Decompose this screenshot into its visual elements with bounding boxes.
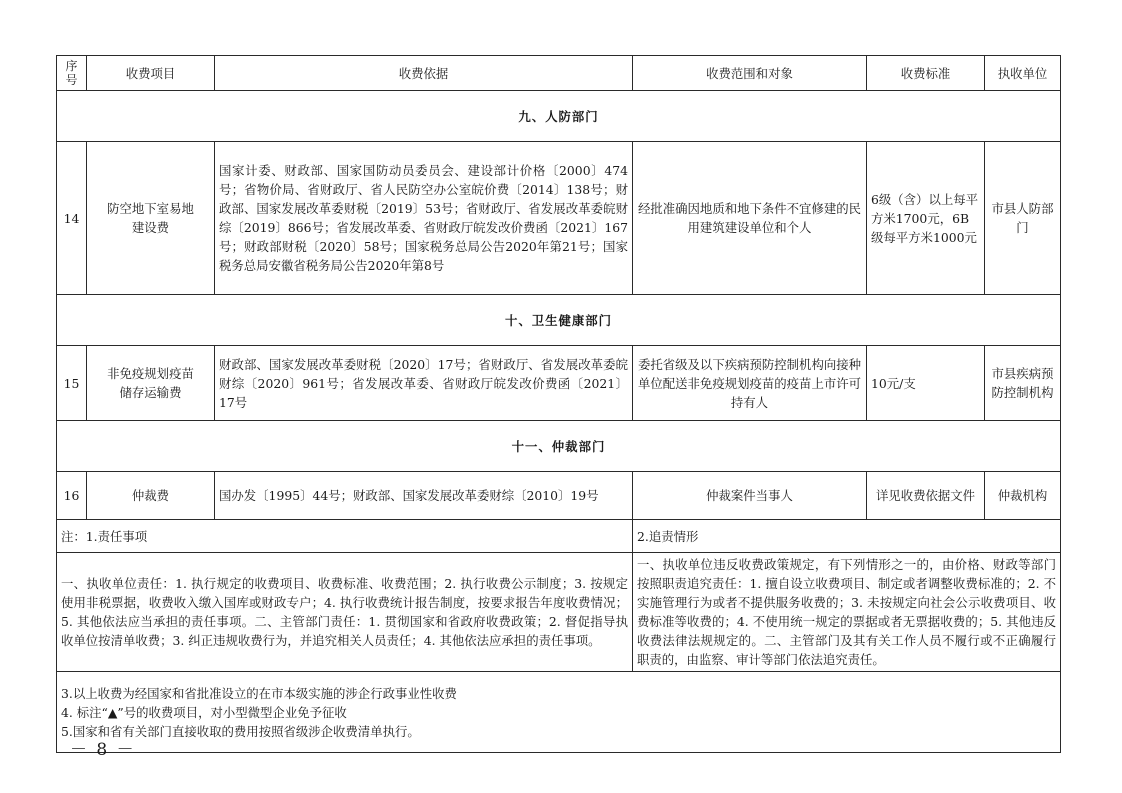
fee-scope: 仲裁案件当事人 <box>633 472 867 520</box>
fee-scope: 委托省级及以下疾病预防控制机构向接种单位配送非免疫规划疫苗的疫苗上市许可持有人 <box>633 346 867 421</box>
table-row <box>57 346 1061 421</box>
fee-scope: 经批准确因地质和地下条件不宜修建的民用建筑建设单位和个人 <box>633 142 867 295</box>
header-standard: 收费标准 <box>867 56 985 91</box>
fee-unit: 市县疾病预防控制机构 <box>985 346 1061 421</box>
row-number: 15 <box>57 346 87 421</box>
header-seq: 序号 <box>57 56 87 91</box>
header-unit: 执收单位 <box>985 56 1061 91</box>
notes-tail <box>57 672 1061 753</box>
notes-header-row <box>57 520 1061 553</box>
header-basis: 收费依据 <box>215 56 633 91</box>
section-title-row <box>57 91 1061 142</box>
section-title: 九、人防部门 <box>57 91 1061 142</box>
notes-tail-row <box>57 672 1061 753</box>
page-number: － 8 － <box>70 740 136 760</box>
fee-unit: 仲裁机构 <box>985 472 1061 520</box>
fee-basis: 国办发〔1995〕44号；财政部、国家发展改革委财综〔2010〕19号 <box>215 472 633 520</box>
fee-standard: 10元/支 <box>867 346 985 421</box>
header-scope: 收费范围和对象 <box>633 56 867 91</box>
fee-basis: 财政部、国家发展改革委财税〔2020〕17号；省财政厅、省发展改革委皖财综〔2020〕961号；省发展改革委、省财政厅皖发改价费函〔2021〕17号 <box>215 346 633 421</box>
fee-unit: 市县人防部门 <box>985 142 1061 295</box>
row-number: 14 <box>57 142 87 295</box>
header-item: 收费项目 <box>87 56 215 91</box>
notes-label-accountability: 2.追责情形 <box>633 520 1061 553</box>
accountability-text: 一、执收单位违反收费政策规定，有下列情形之一的，由价格、财政等部门按照职责追究责任：1. 擅自设立收费项目、制定或者调整收费标准的；2. 不实施管理行为或者不提供服务收费的；3. 未按规定向社会公示收费项目、收费标准等收费的；4. 不使用统一规定的票据或者无票据收费的；5. 其他违反收费法律法规规定的。二、主管部门及其有关工作人员不履行或不正确履行职责的，由监察、审计等部门依法追究责任。 <box>633 553 1061 672</box>
fee-item: 仲裁费 <box>87 472 215 520</box>
table-row <box>57 142 1061 295</box>
fee-item: 防空地下室易地建设费 <box>87 142 215 295</box>
notes-body-row <box>57 553 1061 672</box>
note-line: 5.国家和省有关部门直接收取的费用按照省级涉企收费清单执行。 <box>61 723 420 739</box>
fee-table <box>56 55 1061 753</box>
table-row <box>57 472 1061 520</box>
notes-label-responsibility: 注：1.责任事项 <box>57 520 633 553</box>
section-title-row <box>57 295 1061 346</box>
fee-standard: 详见收费依据文件 <box>867 472 985 520</box>
section-title: 十、卫生健康部门 <box>57 295 1061 346</box>
note-line: 4. 标注“▲”号的收费项目，对小型微型企业免予征收 <box>61 704 347 720</box>
fee-standard: 6级（含）以上每平方米1700元，6B级每平方米1000元 <box>867 142 985 295</box>
responsibility-text: 一、执收单位责任：1. 执行规定的收费项目、收费标准、收费范围；2. 执行收费公示制度；3. 按规定使用非税票据，收费收入缴入国库或财政专户；4. 执行收费统计报告制度，按要求报告年度收费情况；5. 其他依法应当承担的责任事项。二、主管部门责任：1. 贯彻国家和省政府收费政策；2. 督促指导执收单位按清单收费；3. 纠正违规收费行为，并追究相关人员责任；4. 其他依法应承担的责任事项。 <box>57 553 633 672</box>
row-number: 16 <box>57 472 87 520</box>
fee-item: 非免疫规划疫苗储存运输费 <box>87 346 215 421</box>
header-row <box>57 56 1061 91</box>
fee-basis: 国家计委、财政部、国家国防动员委员会、建设部计价格〔2000〕474号；省物价局、省财政厅、省人民防空办公室皖价费〔2014〕138号；财政部、国家发展改革委财税〔2019〕53号；省财政厅、省发展改革委皖财综〔2019〕866号；省发展改革委、省财政厅皖发改价费函〔2021〕167号；财政部财税〔2020〕58号；国家税务总局公告2020年第21号；国家税务总局安徽省税务局公告2020年第8号 <box>215 142 633 295</box>
note-line: 3.以上收费为经国家和省批准设立的在市本级实施的涉企行政事业性收费 <box>61 685 457 701</box>
section-title-row <box>57 421 1061 472</box>
section-title: 十一、仲裁部门 <box>57 421 1061 472</box>
